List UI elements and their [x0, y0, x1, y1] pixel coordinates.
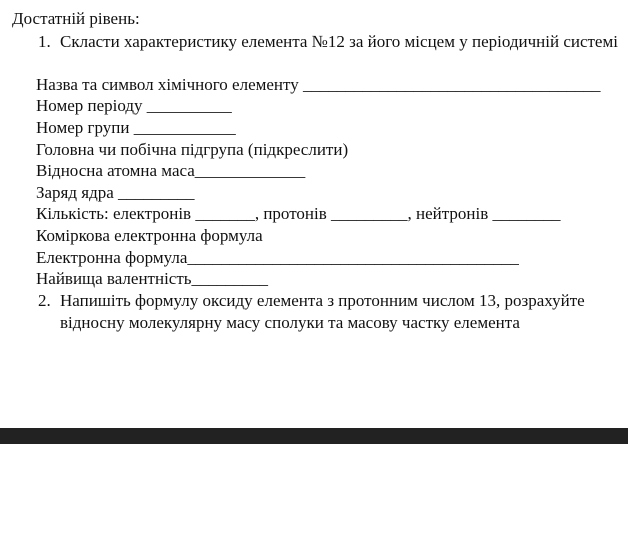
field-period-number: Номер періоду __________ — [36, 96, 232, 115]
section-title: Достатній рівень: — [12, 9, 140, 28]
field-cell-electron-formula: Коміркова електронна формула — [36, 226, 263, 245]
field-atomic-mass: Відносна атомна маса_____________ — [36, 161, 306, 180]
task-2-text: Напишіть формулу оксиду елемента з протонним числом 13, розрахуйте відносну молекулярну масу сполуки та масову частку елемента — [60, 291, 585, 332]
field-highest-valence: Найвища валентність_________ — [36, 269, 269, 288]
task-1-text: Скласти характеристику елемента №12 за його місцем у періодичній системі — [60, 32, 618, 51]
task-1-number: 1. — [38, 32, 51, 51]
field-subgroup: Головна чи побічна підгрупа (підкреслити) — [36, 140, 349, 159]
field-group-number: Номер групи ____________ — [36, 118, 236, 137]
field-electron-formula: Електронна формула_______________________________________ — [36, 248, 519, 267]
field-particle-counts: Кількість: електронів _______, протонів _________, нейтронів ________ — [36, 204, 561, 223]
field-element-name-symbol: Назва та символ хімічного елементу ___________________________________ — [36, 75, 601, 94]
task-2-number: 2. — [38, 291, 51, 310]
dark-separator-band — [0, 428, 628, 444]
field-nucleus-charge: Заряд ядра _________ — [36, 183, 195, 202]
